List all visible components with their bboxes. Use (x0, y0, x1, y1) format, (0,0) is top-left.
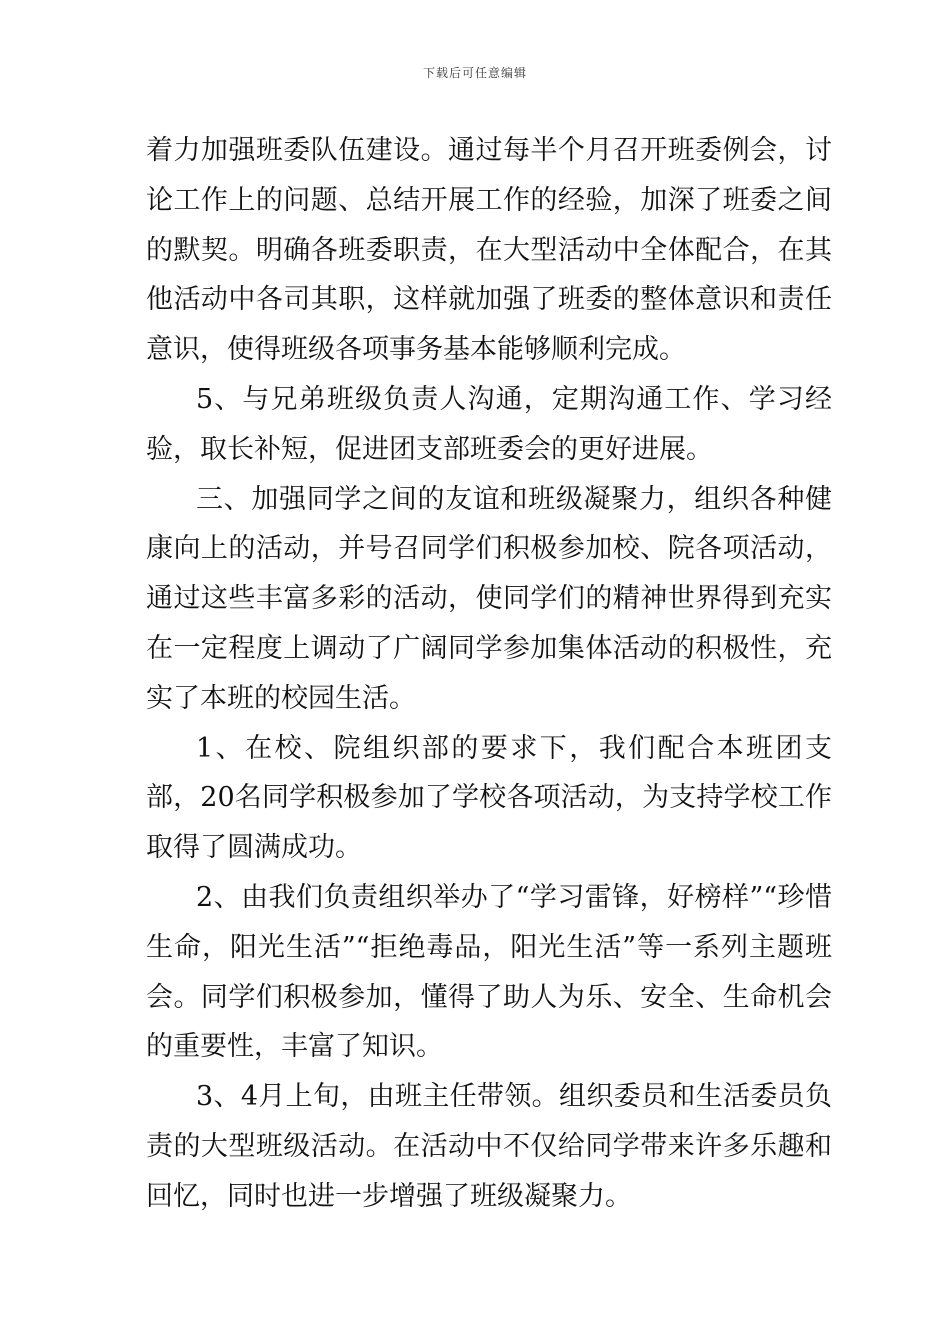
paragraph-item-5: 5、与兄弟班级负责人沟通，定期沟通工作、学习经验，取长补短，促进团支部班委会的更好进展。 (146, 383, 832, 465)
paragraph-item-2: 2、由我们负责组织举办了“学习雷锋，好榜样”“珍惜生命，阳光生活”“拒绝毒品，阳光生活”等一系列主题班会。同学们积极参加，懂得了助人为乐、安全、生命机会的重要性，丰富了知识。 (146, 881, 832, 1063)
document-body (146, 126, 832, 1222)
paragraph-class-committee: 着力加强班委队伍建设。通过每半个月召开班委例会，讨论工作上的问题、总结开展工作的经验，加深了班委之间的默契。明确各班委职责，在大型活动中全体配合，在其他活动中各司其职，这样就加强了班委的整体意识和责任意识，使得班级各项事务基本能够顺利完成。 (146, 135, 832, 366)
paragraph-section-3: 三、加强同学之间的友谊和班级凝聚力，组织各种健康向上的活动，并号召同学们积极参加校、院各项活动，通过这些丰富多彩的活动，使同学们的精神世界得到充实在一定程度上调动了广阔同学参加集体活动的积极性，充实了本班的校园生活。 (146, 483, 832, 714)
paragraph-item-1: 1、在校、院组织部的要求下，我们配合本班团支部，20名同学积极参加了学校各项活动，为支持学校工作取得了圆满成功。 (146, 732, 832, 864)
paragraph-item-3: 3、4月上旬，由班主任带领。组织委员和生活委员负责的大型班级活动。在活动中不仅给同学带来许多乐趣和回忆，同时也进一步增强了班级凝聚力。 (146, 1081, 832, 1212)
header-note: 下载后可任意编辑 (422, 66, 527, 80)
